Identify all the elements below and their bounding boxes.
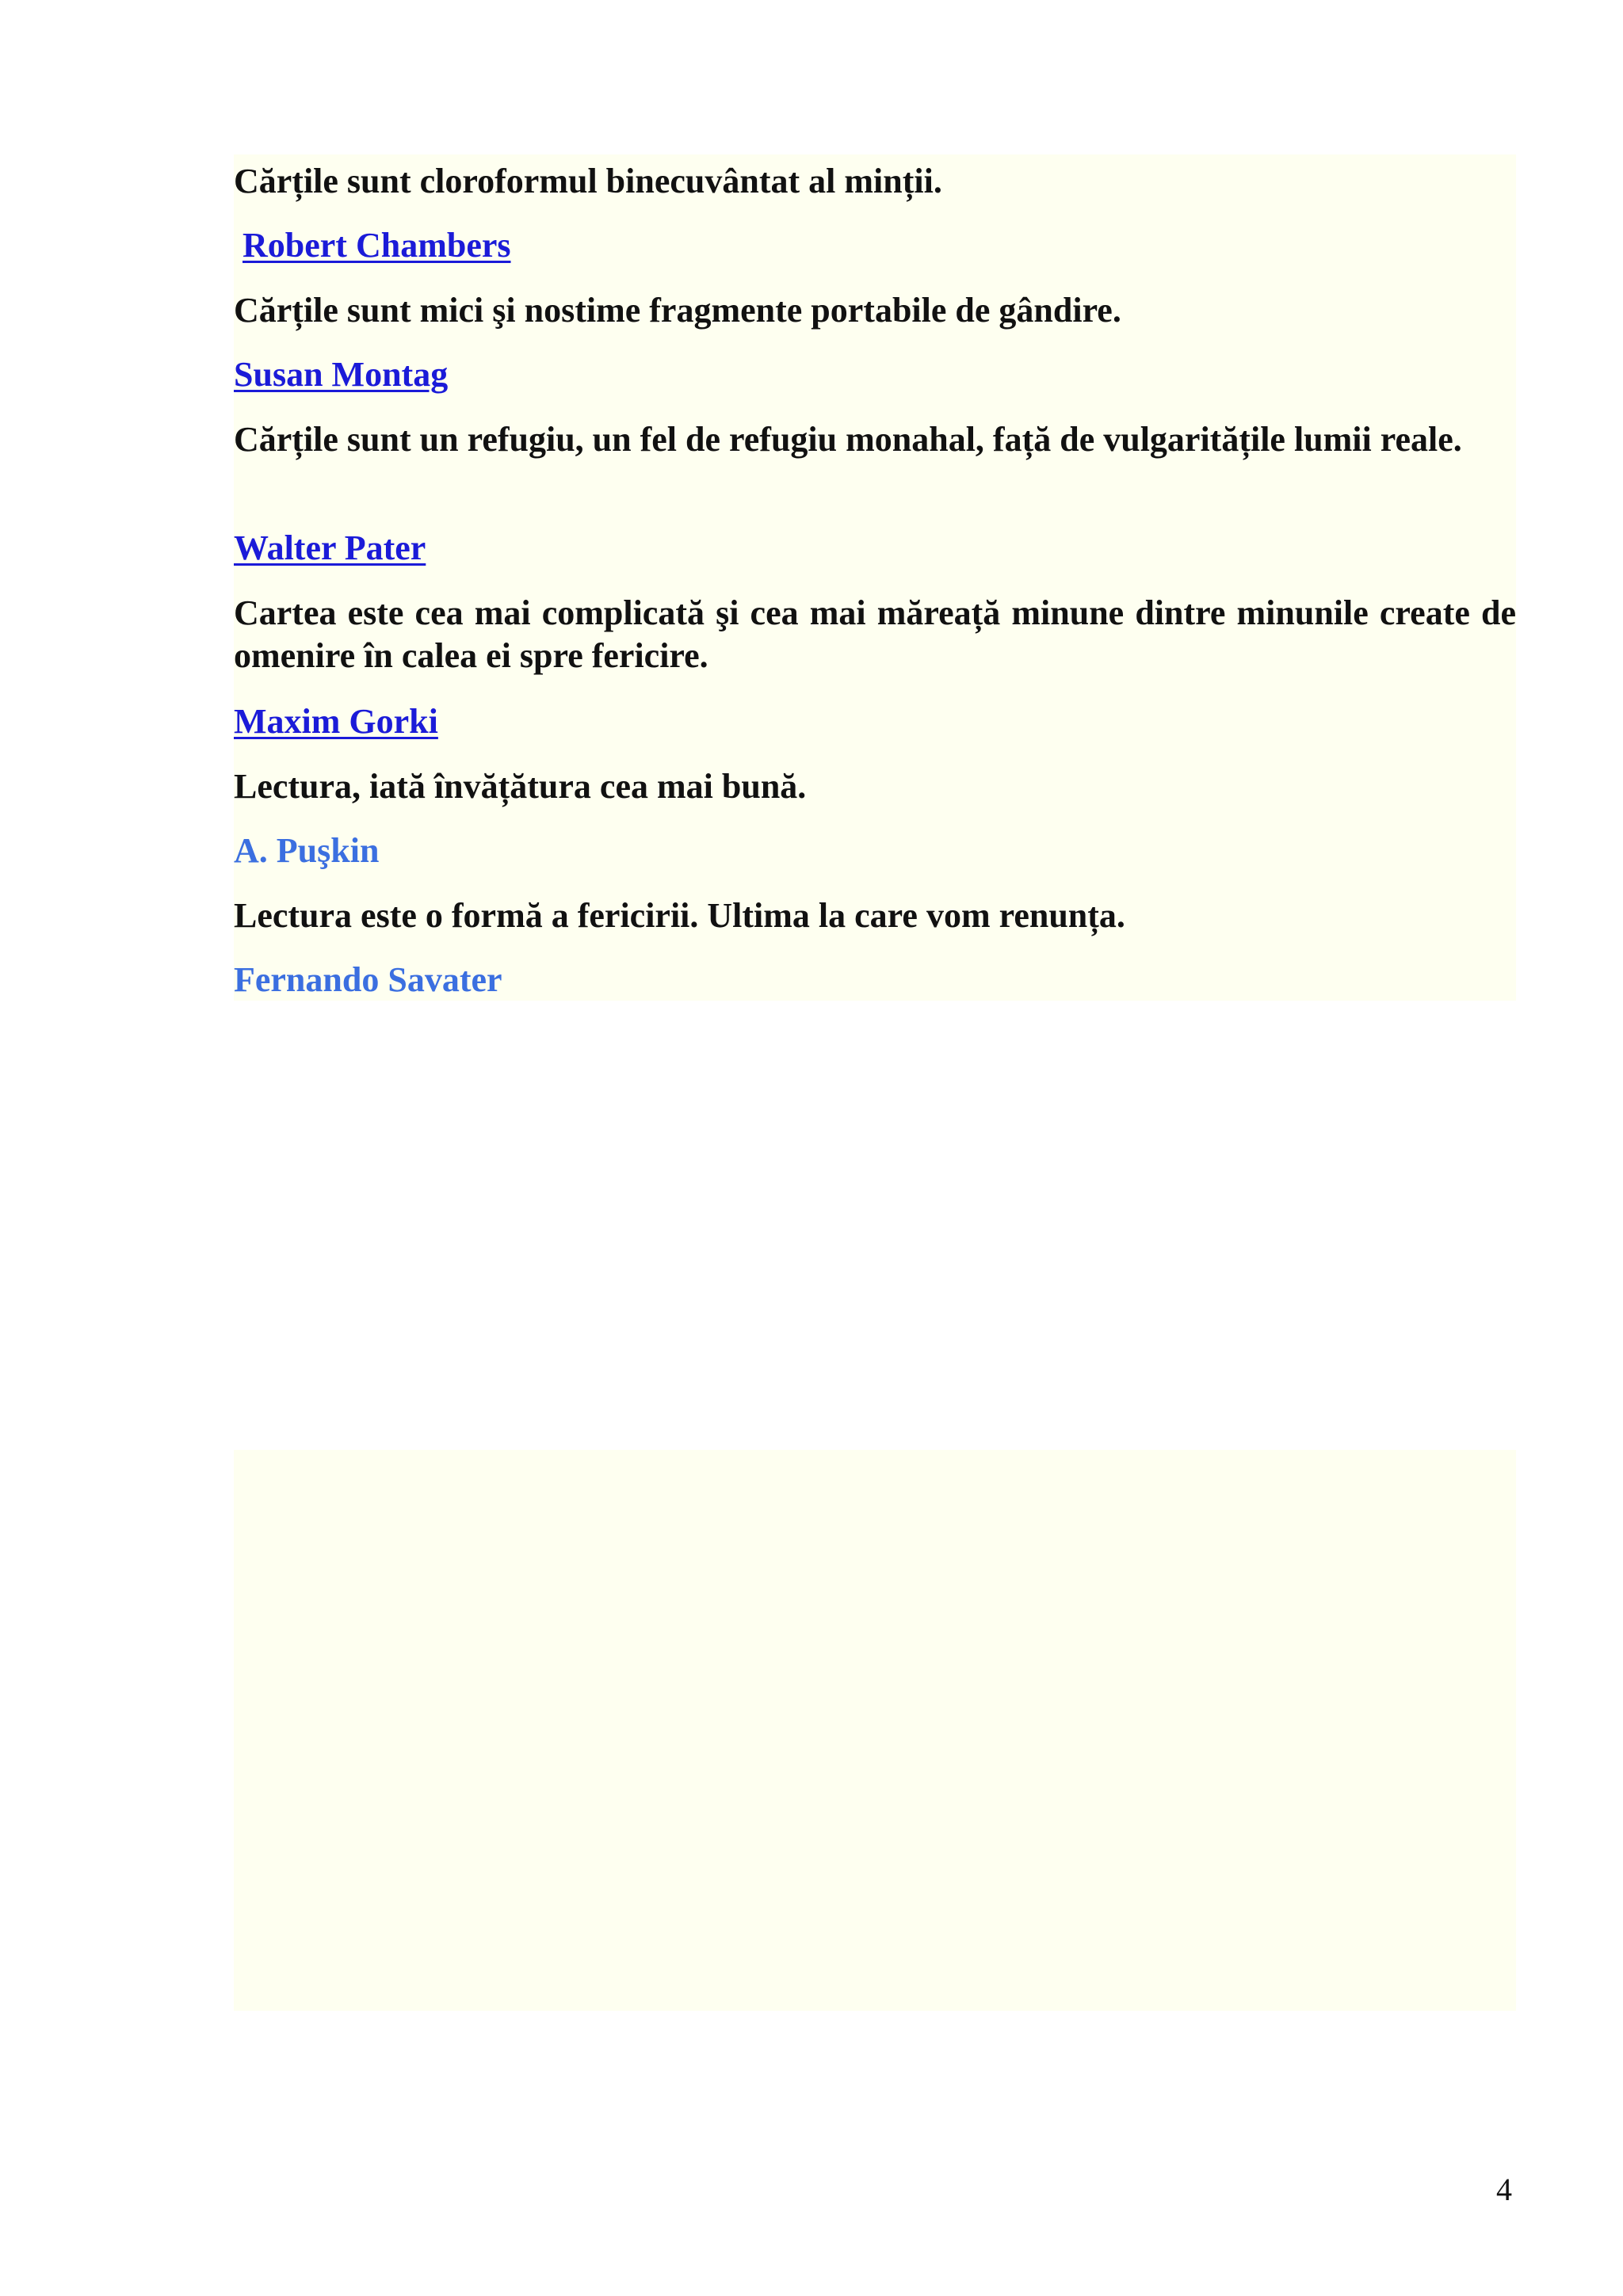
quote-author: [234, 700, 438, 743]
author-link[interactable]: Walter Pater: [234, 528, 426, 567]
quote-text: Cărțile sunt mici şi nostime fragmente portabile de gândire.: [234, 291, 1121, 330]
quote-author: [234, 959, 502, 1001]
author-link[interactable]: Maxim Gorki: [234, 702, 438, 741]
quote-text: Cărțile sunt un refugiu, un fel de refugiu monahal, față de vulgaritățile lumii reale.: [234, 420, 1462, 459]
quote-author: [234, 527, 426, 570]
author-link[interactable]: Susan Montag: [234, 355, 449, 394]
quote-author: [234, 830, 379, 872]
quote-text: Cărțile sunt cloroformul binecuvântat al minții.: [234, 162, 942, 200]
page-number: 4: [1496, 2172, 1512, 2207]
quote-author: [234, 353, 448, 396]
quote-text: Cartea este cea mai complicată şi cea mai măreață minune dintre minunile create de omenire în calea ei spre fericire.: [234, 593, 1516, 675]
quote-author: [242, 224, 511, 267]
quote-text: Lectura, iată învățătura cea mai bună.: [234, 767, 807, 806]
author-name: A. Puşkin: [234, 831, 380, 870]
empty-highlight-block: [234, 1450, 1516, 2011]
quotes-block: [234, 154, 1516, 1001]
quote-text: Lectura este o formă a fericirii. Ultima la care vom renunța.: [234, 896, 1125, 935]
author-link[interactable]: Robert Chambers: [242, 226, 511, 265]
author-name: Fernando Savater: [234, 960, 502, 999]
